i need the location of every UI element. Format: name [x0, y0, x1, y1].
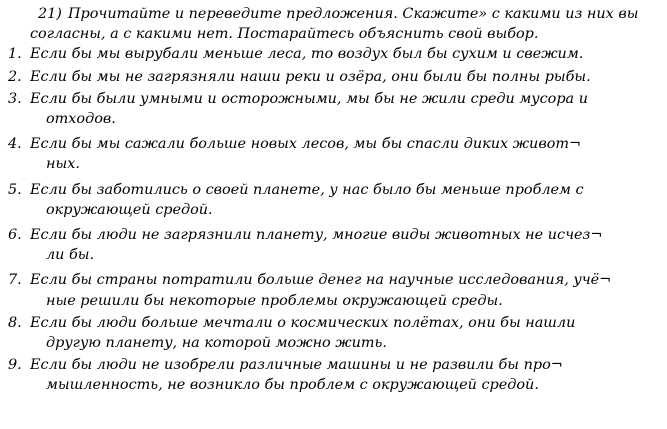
sentence-item-9: [8, 355, 657, 395]
sentence-line: Если бы мы не загрязняли наши реки и озёра, они были бы полны рыбы.: [30, 68, 591, 85]
sentence-number: 8.: [8, 314, 22, 331]
sentence-line: Если бы мы сажали больше новых лесов, мы бы спасли диких живот¬: [30, 136, 582, 153]
sentence-number: 7.: [8, 272, 22, 289]
sentence-line-continued: мышленность, не возникло бы проблем с окружающей средой.: [46, 377, 539, 394]
sentence-number: 5.: [8, 181, 22, 198]
sentence-number: 2.: [8, 68, 22, 85]
sentence-item-4: [8, 134, 657, 174]
sentence-line-continued: ные решили бы некоторые проблемы окружающей среды.: [46, 292, 503, 309]
sentence-number: 6.: [8, 227, 22, 244]
task-instruction: [8, 4, 657, 44]
sentence-line-continued: отходов.: [46, 111, 116, 127]
sentence-number: 3.: [8, 90, 22, 107]
sentence-line: Если бы были умными и осторожными, мы бы не жили среди мусора и: [30, 90, 588, 107]
sentence-item-3: [8, 89, 657, 129]
task-number: 21): [38, 6, 62, 22]
sentence-number: 4.: [8, 136, 22, 153]
sentence-item-8: [8, 313, 657, 353]
sentence-item-5: [8, 180, 657, 220]
sentence-item-6: [8, 225, 657, 265]
sentence-number: 1.: [8, 46, 22, 63]
sentence-item-1: [8, 44, 657, 64]
sentence-line: Если бы люди больше мечтали о космических полётах, они бы нашли: [30, 314, 576, 331]
sentence-item-2: [8, 67, 657, 87]
sentence-line-continued: ли бы.: [46, 247, 95, 264]
sentence-item-7: [8, 270, 657, 310]
sentence-line-continued: другую планету, на которой можно жить.: [46, 335, 387, 352]
task-instruction-text: Прочитайте и переведите предложения. Скажите» с какими из них вы согласны, а с какими нет. Постарайтесь объяснить свой выбор.: [30, 6, 639, 43]
sentence-line: Если бы люди не загрязнили планету, многие виды животных не исчез¬: [30, 227, 603, 244]
sentence-line: Если бы люди не изобрели различные машины и не развили бы про¬: [30, 357, 563, 374]
sentence-line: Если бы заботились о своей планете, у нас было бы меньше проблем с: [30, 181, 584, 198]
sentence-line-continued: ных.: [46, 156, 80, 173]
sentence-line-continued: окружающей средой.: [46, 201, 213, 218]
sentence-number: 9.: [8, 357, 22, 374]
sentence-line: Если бы мы вырубали меньше леса, то воздух был бы сухим и свежим.: [30, 46, 584, 63]
sentence-list: [8, 44, 657, 395]
sentence-line: Если бы страны потратили больше денег на научные исследования, учё¬: [30, 272, 612, 289]
